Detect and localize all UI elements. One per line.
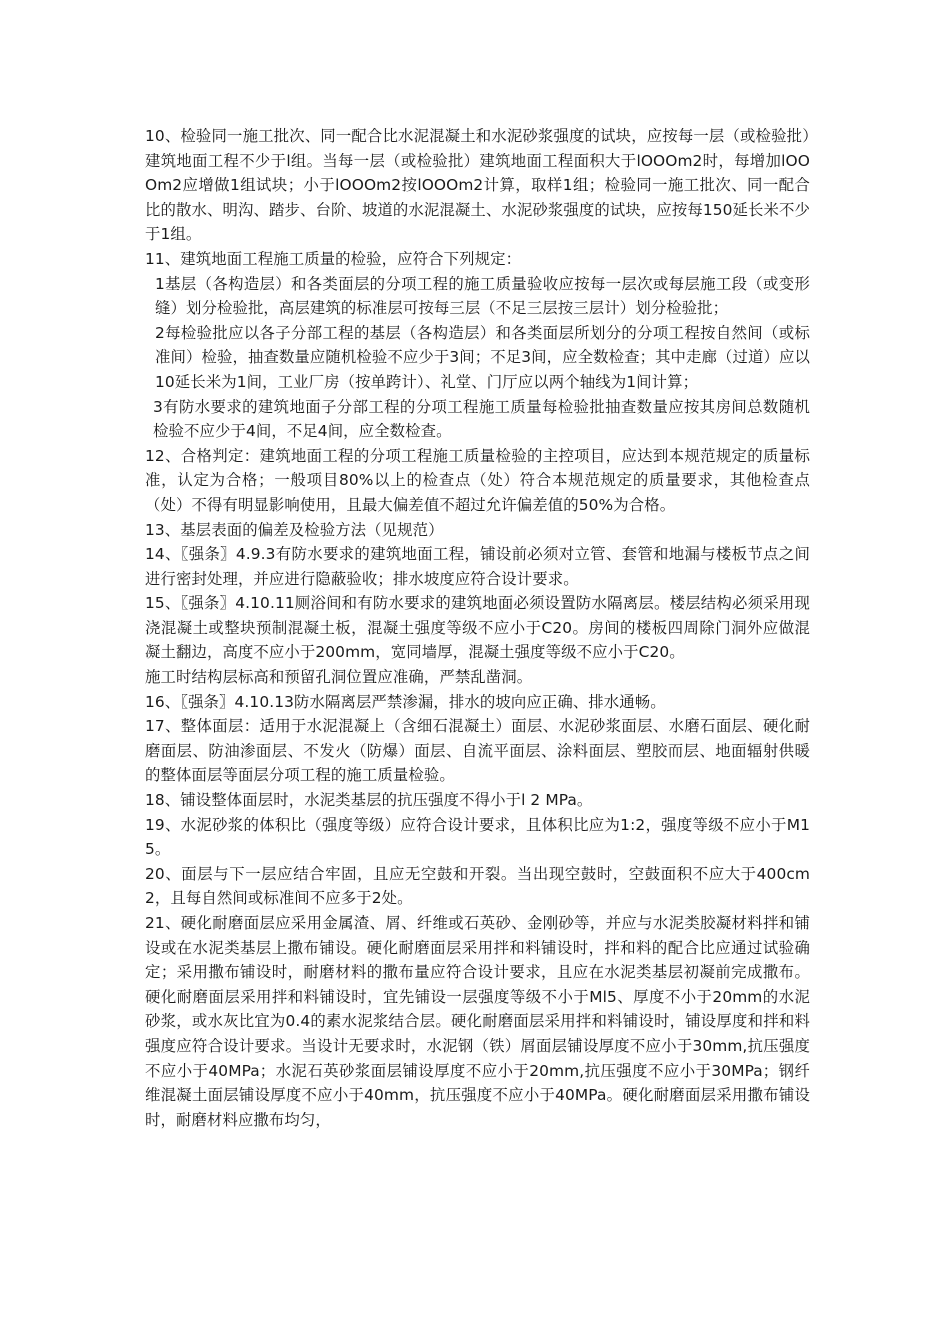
paragraph-13: 13、基层表面的偏差及检验方法（见规范） bbox=[145, 520, 444, 539]
paragraph-15: 15、〖强条〗4.10.11厕浴间和有防水要求的建筑地面必须设置防水隔离层。楼层结构必须采用现浇混凝土或整块预制混凝土板，混凝土强度等级不应小于C20。房间的楼板四周除门洞外应做混凝土翻边，高度不应小于200mm，宽同墙厚，混凝土强度等级不应小于C20。 bbox=[145, 594, 810, 662]
paragraph-17: 17、整体面层：适用于水泥混凝上（含细石混凝土）面层、水泥砂浆面层、水磨石面层、硬化耐磨面层、防油渗面层、不发火（防爆）面层、自流平面层、涂料面层、塑胶而层、地面辐射供暖的整体面层等面层分项工程的施工质量检验。 bbox=[145, 717, 810, 785]
paragraph-16: 16、〖强条〗4.10.13防水隔离层严禁渗漏，排水的坡向应正确、排水通畅。 bbox=[145, 692, 666, 711]
paragraph-11: 11、建筑地面工程施工质量的检验，应符合下列规定： bbox=[145, 249, 522, 268]
paragraph-21: 21、硬化耐磨面层应采用金属渣、屑、纤维或石英砂、金刚砂等，并应与水泥类胶凝材料拌和铺设或在水泥类基层上撒布铺设。硬化耐磨面层采用拌和料铺设时，拌和料的配合比应通过试验确定；采用撒布铺设时，耐磨材料的撒布量应符合设计要求，且应在水泥类基层初凝前完成撒布。硬化耐磨面层采用拌和料铺设时，宜先铺设一层强度等级不小于Ml5、厚度不小于20mm的水泥砂浆，或水灰比宜为0.4的素水泥浆结合层。硬化耐磨面层采用拌和料铺设时，铺设厚度和拌和料强度应符合设计要求。当设计无要求时，水泥钢（铁）屑面层铺设厚度不应小于30mm,抗压强度不应小于40MPa；水泥石英砂浆面层铺设厚度不应小于20mm,抗压强度不应小于30MPa；钢纤维混凝土面层铺设厚度不应小于40mm，抗压强度不应小于40MPa。硬化耐磨面层采用撒布铺设时，耐磨材料应撒布均匀， bbox=[145, 914, 810, 1129]
paragraph-14: 14、〖强条〗4.9.3有防水要求的建筑地面工程，铺设前必须对立管、套管和地漏与楼板节点之间进行密封处理，并应进行隐蔽验收；排水坡度应符合设计要求。 bbox=[145, 545, 810, 588]
paragraph-11-item-1: 1基层（各构造层）和各类面层的分项工程的施工质量验收应按每一层次或每层施工段（或变形缝）划分检验批，高层建筑的标准层可按每三层（不足三层按三层计）划分检验批； bbox=[155, 274, 810, 318]
paragraph-20: 20、面层与下一层应结合牢固，且应无空鼓和开裂。当出现空鼓时，空鼓面积不应大于400cm2，且每自然间或标准间不应多于2处。 bbox=[145, 864, 810, 908]
paragraph-11-item-2: 2每检验批应以各子分部工程的基层（各构造层）和各类面层所划分的分项工程按自然间（或标准间）检验，抽查数量应随机检验不应少于3间；不足3间，应全数检查；其中走廊（过道）应以10延长米为1间，工业厂房（按单跨计）、礼堂、门厅应以两个轴线为1间计算； bbox=[155, 323, 810, 391]
paragraph-11-item-3: 3有防水要求的建筑地面子分部工程的分项工程施工质量每检验批抽查数量应按其房间总数随机检验不应少于4间，不足4间，应全数检查。 bbox=[153, 397, 810, 441]
paragraph-15-note: 施工时结构层标高和预留孔洞位置应准确，严禁乱凿洞。 bbox=[145, 668, 533, 687]
paragraph-19: 19、水泥砂浆的体积比（强度等级）应符合设计要求，且体积比应为1:2，强度等级不应小于M15。 bbox=[145, 815, 810, 859]
paragraph-12: 12、合格判定：建筑地面工程的分项工程施工质量检验的主控项目，应达到本规范规定的质量标准，认定为合格；一般项目80%以上的检查点（处）符合本规范规定的质量要求，其他检查点（处）不得有明显影响使用，且最大偏差值不超过允许偏差值的50%为合格。 bbox=[145, 446, 810, 514]
paragraph-10: 10、检验同一施工批次、同一配合比水泥混凝土和水泥砂浆强度的试块，应按每一层（或检验批）建筑地面工程不少于l组。当每一层（或检验批）建筑地面工程面积大于lOOOm2时，每增加lOOOm2应增做1组试块；小于lOOOm2按lOOOm2计算，取样1组；检验同一施工批次、同一配合比的散水、明沟、踏步、台阶、坡道的水泥混凝土、水泥砂浆强度的试块，应按每150延长米不少于1组。 bbox=[145, 127, 810, 244]
paragraph-18: 18、铺设整体面层时，水泥类基层的抗压强度不得小于l 2 MPa。 bbox=[145, 791, 593, 810]
